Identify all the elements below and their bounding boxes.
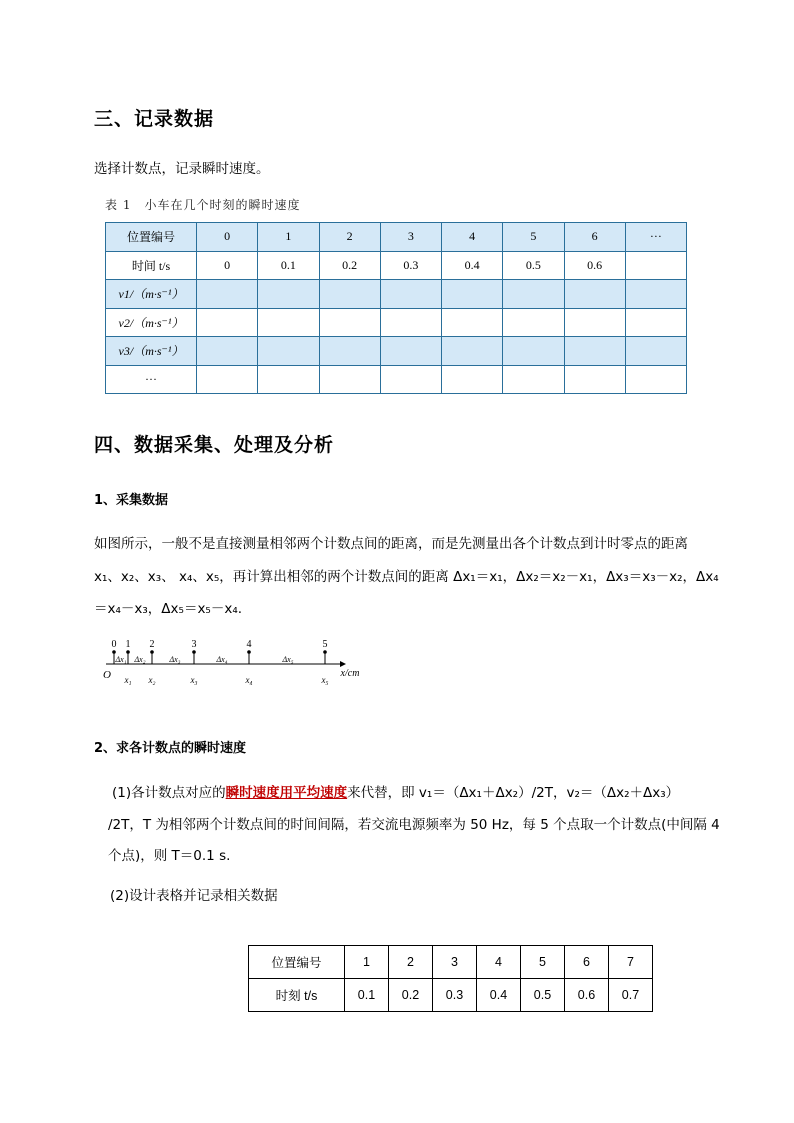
table-cell — [319, 280, 380, 309]
table-row-label: v2/（m·s⁻¹） — [106, 308, 197, 337]
table-cell: 0 — [197, 251, 258, 280]
table-row-label: ··· — [106, 365, 197, 394]
table-cell — [319, 365, 380, 394]
top-label: 5 — [322, 639, 328, 650]
table-cell — [625, 280, 686, 309]
table-cell: 0.6 — [565, 979, 609, 1012]
table-cell: 6 — [564, 223, 625, 252]
table-cell: 3 — [380, 223, 441, 252]
table-cell — [442, 280, 503, 309]
bottom-label: x₂ — [148, 675, 156, 685]
point-dot — [247, 650, 251, 654]
table-cell — [503, 337, 564, 366]
table-row — [249, 946, 653, 979]
table-cell — [258, 280, 319, 309]
section3-intro: 选择计数点，记录瞬时速度。 — [94, 161, 270, 177]
table-header-label: 位置编号 — [249, 946, 345, 979]
text-segment: 来代替，即 v₁＝（Δx₁＋Δx₂）/2T，v₂＝（Δx₂＋Δx₃） — [347, 785, 680, 801]
table-cell: 1 — [345, 946, 389, 979]
bottom-label: x₁ — [124, 675, 132, 685]
paragraph-line: 如图所示，一般不是直接测量相邻两个计数点间的距离，而是先测量出各个计数点到计时零点的距离 — [94, 536, 688, 552]
table-cell: 5 — [503, 223, 564, 252]
table-time-label: 时间 t/s — [106, 251, 197, 280]
table-cell — [442, 365, 503, 394]
table-cell — [258, 337, 319, 366]
table-cell: 0.4 — [477, 979, 521, 1012]
top-label: 4 — [246, 639, 252, 650]
delta-label: Δx₄ — [216, 655, 228, 664]
table-row — [106, 365, 687, 394]
table-cell — [380, 365, 441, 394]
table-cell: 0.1 — [345, 979, 389, 1012]
section3-title: 三、记录数据 — [94, 108, 215, 130]
tape-diagram — [100, 636, 370, 686]
table-row — [106, 251, 687, 280]
table-cell — [197, 308, 258, 337]
table-cell — [503, 365, 564, 394]
table-cell — [197, 365, 258, 394]
paragraph-line: 个点)，则 T＝0.1 s. — [108, 848, 231, 864]
table-cell — [564, 337, 625, 366]
table-row — [106, 280, 687, 309]
bottom-label: x₅ — [321, 675, 329, 685]
point-dot — [112, 650, 116, 654]
paragraph-line: /2T，T 为相邻两个计数点间的时间间隔，若交流电源频率为 50 Hz，每 5 个点取一个计数点(中间隔 4 — [108, 817, 720, 833]
axis-label: x/cm — [340, 668, 360, 679]
table-cell: 0.4 — [442, 251, 503, 280]
table-header-label: 位置编号 — [106, 223, 197, 252]
table-row — [249, 979, 653, 1012]
table-cell — [503, 308, 564, 337]
top-label: 1 — [125, 639, 131, 650]
table1-caption: 表 1 小车在几个时刻的瞬时速度 — [105, 198, 301, 212]
table-cell: 7 — [609, 946, 653, 979]
table-row-label: v3/（m·s⁻¹） — [106, 337, 197, 366]
table-cell — [258, 365, 319, 394]
table-cell — [197, 280, 258, 309]
table-cell: 0.2 — [389, 979, 433, 1012]
table-cell: 0.3 — [380, 251, 441, 280]
table-cell: 4 — [442, 223, 503, 252]
paragraph-line: ＝x₄－x₃，Δx₅＝x₅－x₄. — [94, 601, 243, 617]
table-cell — [319, 337, 380, 366]
table-time-label: 时刻 t/s — [249, 979, 345, 1012]
table-cell: 0 — [197, 223, 258, 252]
table-cell — [442, 308, 503, 337]
delta-label: Δx₅ — [282, 655, 294, 664]
bottom-label: x₃ — [190, 675, 198, 685]
table-cell — [380, 337, 441, 366]
point-dot — [126, 650, 130, 654]
table-cell — [258, 308, 319, 337]
delta-label: Δx₂ — [134, 655, 146, 664]
table-cell: 0.2 — [319, 251, 380, 280]
table-row — [106, 223, 687, 252]
top-label: 2 — [149, 639, 155, 650]
paragraph-line: (2)设计表格并记录相关数据 — [110, 888, 278, 904]
table-cell: 1 — [258, 223, 319, 252]
origin-label: O — [103, 669, 111, 681]
table-cell — [442, 337, 503, 366]
subheading-velocity: 2、求各计数点的瞬时速度 — [94, 741, 247, 756]
table-cell — [625, 308, 686, 337]
table-cell — [564, 308, 625, 337]
table-cell: 4 — [477, 946, 521, 979]
section4-title: 四、数据采集、处理及分析 — [94, 434, 335, 456]
delta-label: Δx₃ — [169, 655, 181, 664]
point-dot — [150, 650, 154, 654]
table-cell: 3 — [433, 946, 477, 979]
velocity-table — [105, 222, 687, 394]
table-cell — [380, 280, 441, 309]
table-cell: 6 — [565, 946, 609, 979]
table-row — [106, 308, 687, 337]
bottom-label: x₄ — [245, 675, 253, 685]
top-label: 0 — [111, 639, 117, 650]
paragraph-line — [112, 787, 679, 801]
table-cell: 0.3 — [433, 979, 477, 1012]
table-cell: 2 — [389, 946, 433, 979]
table-cell: 2 — [319, 223, 380, 252]
subheading-collect: 1、采集数据 — [94, 493, 169, 508]
paragraph-line: x₁、x₂、x₃、 x₄、x₅，再计算出相邻的两个计数点间的距离 Δx₁＝x₁，Δx₂＝x₂－x₁，Δx₃＝x₃－x₂，Δx₄ — [94, 569, 719, 585]
table-cell: 5 — [521, 946, 565, 979]
table-cell — [319, 308, 380, 337]
time-table — [248, 945, 653, 1012]
text-segment: (1)各计数点对应的 — [112, 785, 226, 801]
table-row-label: v1/（m·s⁻¹） — [106, 280, 197, 309]
table-cell — [197, 337, 258, 366]
top-label: 3 — [191, 639, 197, 650]
table-cell: ··· — [625, 223, 686, 252]
point-dot — [323, 650, 327, 654]
delta-label: Δx₁ — [115, 655, 127, 664]
table-cell: 0.5 — [521, 979, 565, 1012]
table-cell: 0.6 — [564, 251, 625, 280]
table-cell — [564, 365, 625, 394]
table-cell: 0.7 — [609, 979, 653, 1012]
table-cell: 0.1 — [258, 251, 319, 280]
point-dot — [192, 650, 196, 654]
table-cell — [625, 251, 686, 280]
table-cell — [564, 280, 625, 309]
highlighted-text: 瞬时速度用平均速度 — [225, 785, 348, 801]
table-cell — [503, 280, 564, 309]
axis-arrow — [340, 661, 346, 667]
table-cell — [380, 308, 441, 337]
table-cell: 0.5 — [503, 251, 564, 280]
table-cell — [625, 365, 686, 394]
table-cell — [625, 337, 686, 366]
table-row — [106, 337, 687, 366]
